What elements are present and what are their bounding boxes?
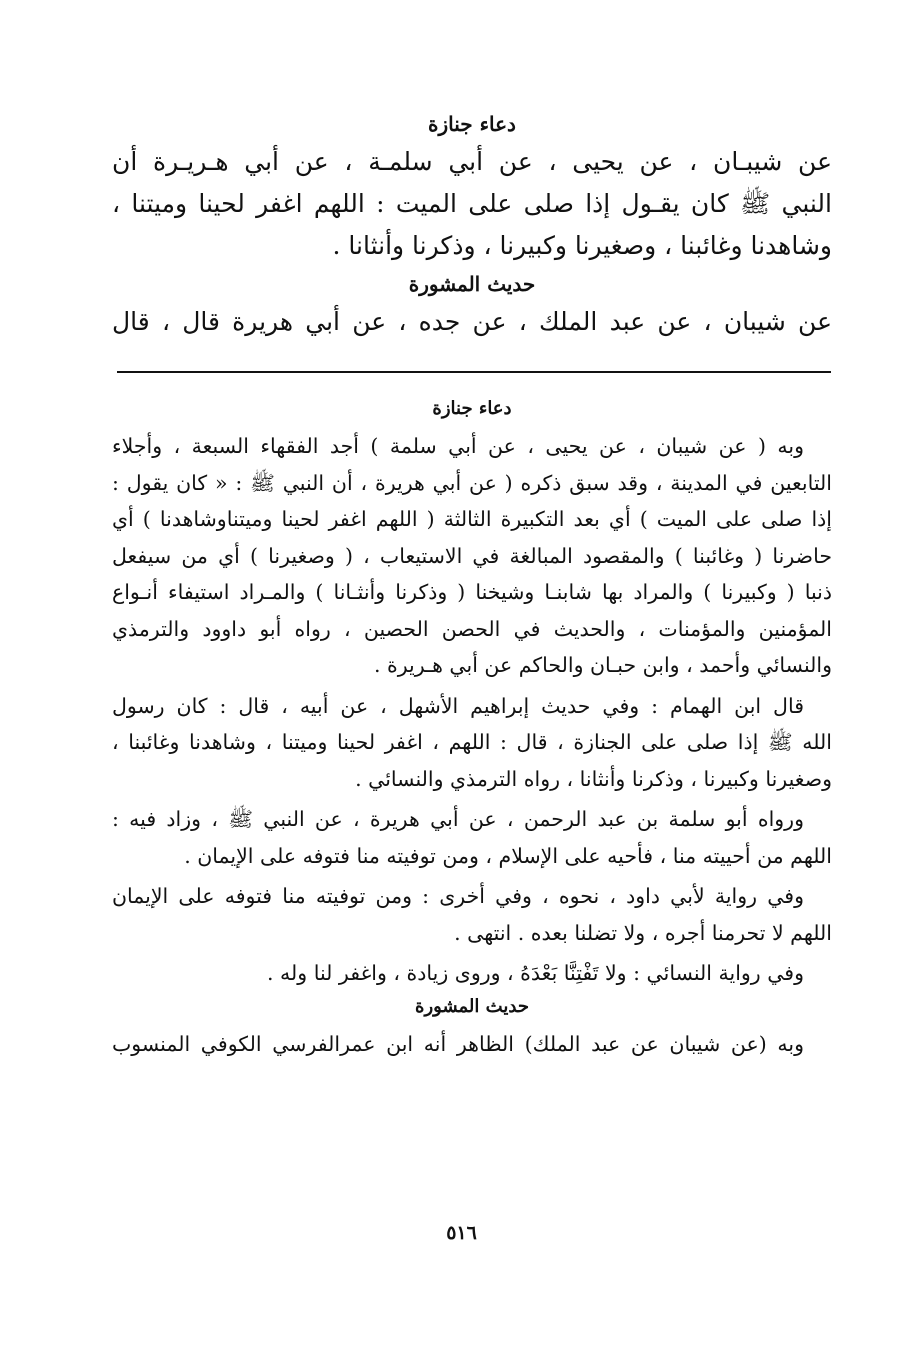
main-heading-consultation: حديث المشورة [408, 272, 536, 296]
commentary-paragraph [112, 878, 832, 951]
commentary-heading-funeral-prayer: دعاء جنازة [432, 398, 512, 419]
commentary-line: ذنبا ( وكبيرنا ) والمراد بها شابنـا وشيخنا ( وذكرنا وأنثـانا ) والمـراد استيفاء أنـواع [112, 580, 832, 604]
main-heading-funeral-prayer: دعاء جنازة [428, 112, 516, 136]
commentary-line: والنسائي وأحمد ، وابن حبـان والحاكم عن أبي هـريرة . [373, 653, 832, 677]
main-line: النبي ﷺ كان يقـول إذا صلى على الميت : اللهم اغفر لحينا وميتنا ، [112, 189, 832, 218]
commentary-line: ورواه أبو سلمة بن عبد الرحمن ، عن أبي هريرة ، عن النبي ﷺ ، وزاد فيه : [112, 807, 804, 831]
commentary-line: وصغيرنا وكبيرنا ، وذكرنا وأنثانا ، رواه الترمذي والنسائي . [355, 766, 832, 791]
commentary-paragraph [112, 1026, 832, 1063]
main-text [112, 107, 832, 343]
commentary-line: وبه (عن شيبان عن عبد الملك) الظاهر أنه ابن عمرالفرسي الكوفي المنسوب [112, 1031, 804, 1056]
commentary-paragraph [112, 955, 832, 992]
commentary-line: المؤمنين والمؤمنات ، والحديث في الحصن الحصين ، رواه أبو داوود والترمذي [112, 616, 832, 641]
commentary-line: قال ابن الهمام : وفي حديث إبراهيم الأشهل ، عن أبيه ، قال : كان رسول [112, 693, 804, 718]
main-line: عن شيبـان ، عن يحيى ، عن أبي سلمـة ، عن أبي هـريـرة أن [112, 147, 832, 176]
commentary-text [112, 394, 832, 1062]
commentary-paragraph [112, 428, 832, 684]
commentary-line: الله ﷺ إذا صلى على الجنازة ، قال : اللهم ، اغفر لحينا وميتنا ، وشاهدنا وغائبنا ، [112, 730, 832, 754]
commentary-paragraph [112, 688, 832, 798]
main-line: عن شيبان ، عن عبد الملك ، عن جده ، عن أبي هريرة قال ، قال [112, 307, 832, 336]
commentary-line: التابعين في المدينة ، وقد سبق ذكره ( عن أبي هريرة ، أن النبي ﷺ : « كان يقول : [112, 470, 832, 495]
commentary-line: حاضرنا ( وغائبنا ) والمقصود المبالغة في الاستيعاب ، ( وصغيرنا ) أي من سيفعل [112, 543, 832, 568]
commentary-line: إذا صلى على الميت ) أي بعد التكبيرة الثالثة ( اللهم اغفر لحينا وميتناوشاهدنا ) أي [112, 507, 832, 531]
commentary-line: اللهم لا تحرمنا أجره ، ولا تضلنا بعده . انتهى . [454, 920, 832, 945]
page-number: ٥١٦ [446, 1222, 477, 1244]
commentary-line: اللهم من أحييته منا ، فأحيه على الإسلام ، ومن توفيته منا فتوفه على الإيمان . [184, 843, 832, 868]
commentary-line: وبه ( عن شيبان ، عن يحيى ، عن أبي سلمة ) أجد الفقهاء السبعة ، وأجلاء [112, 434, 804, 458]
main-line: وشاهدنا وغائبنا ، وصغيرنا وكبيرنا ، وذكرنا وأنثانا . [332, 231, 832, 260]
commentary-line: وفي رواية النسائي : ولا تَفْتِنَّا بَعْدَهُ ، وروى زيادة ، واغفر لنا وله . [267, 961, 804, 985]
commentary-heading-consultation: حديث المشورة [415, 995, 529, 1017]
commentary-line: وفي رواية لأبي داود ، نحوه ، وفي أخرى : ومن توفيته منا فتوفه على الإيمان [112, 884, 804, 908]
commentary-paragraph [112, 801, 832, 874]
divider-line [117, 371, 831, 373]
